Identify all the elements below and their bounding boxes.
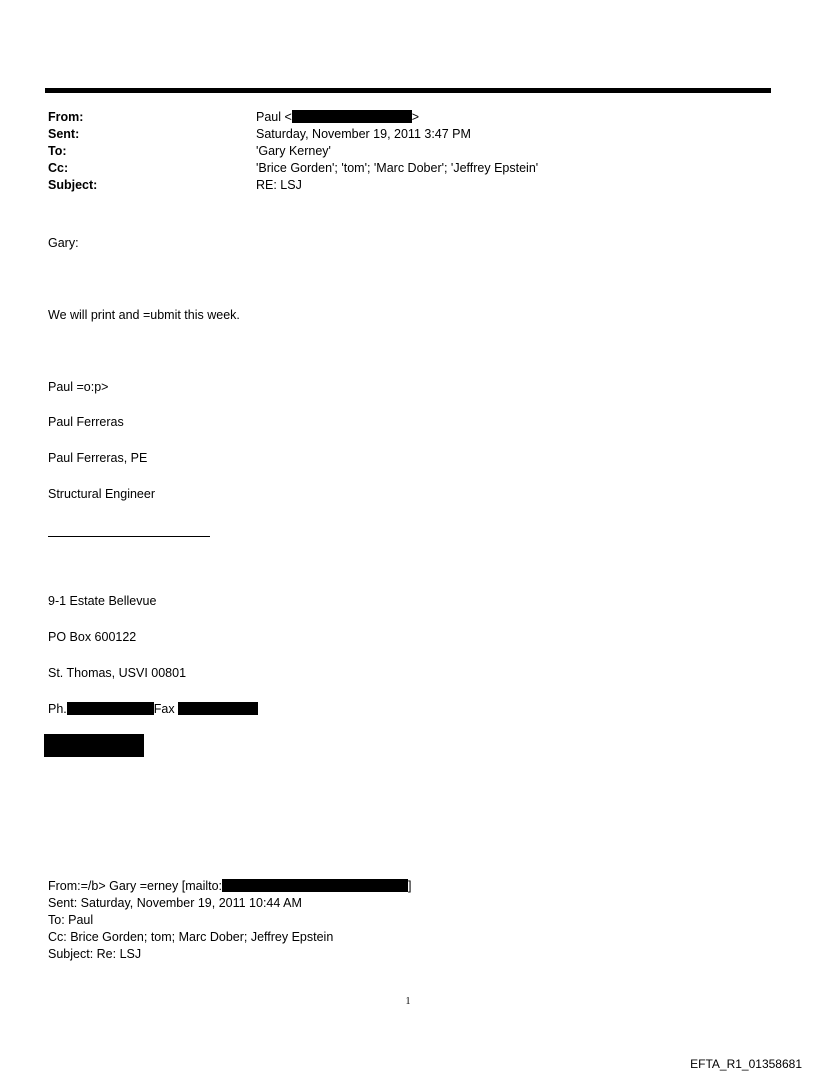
to-value: 'Gary Kerney' — [256, 144, 331, 158]
to-label: To: — [48, 144, 67, 158]
redaction-bar — [222, 879, 408, 892]
quoted-subject-line: Subject: Re: LSJ — [48, 947, 142, 961]
address-line-1: 9-1 Estate Bellevue — [48, 594, 157, 608]
greeting: Gary: — [48, 236, 79, 250]
redaction-block — [44, 734, 144, 757]
from-name: Paul < — [256, 110, 292, 124]
cc-label: Cc: — [48, 161, 69, 175]
from-label: From: — [48, 110, 84, 124]
sent-value: Saturday, November 19, 2011 3:47 PM — [256, 127, 471, 141]
signature-role: Structural Engineer — [48, 487, 156, 501]
header-rule — [45, 88, 771, 93]
quoted-from-bracket: ] — [408, 879, 412, 893]
subject-value: RE: LSJ — [256, 178, 302, 192]
quoted-sent-line: Sent: Saturday, November 19, 2011 10:44 AM — [48, 896, 302, 910]
redaction-bar — [178, 702, 258, 715]
redaction-bar — [67, 702, 154, 715]
signature-name-title: Paul Ferreras, PE — [48, 451, 148, 465]
subject-label: Subject: — [48, 178, 98, 192]
signature-divider — [48, 536, 210, 537]
quoted-from-line — [48, 878, 412, 894]
message-text: We will print and =ubmit this week. — [48, 308, 240, 322]
redaction-bar — [292, 110, 412, 123]
page-number: 1 — [405, 996, 411, 1007]
signature-short: Paul =o:p> — [48, 380, 109, 394]
quoted-from-text: From:=/b> Gary =erney [mailto: — [48, 879, 223, 893]
document-id: EFTA_R1_01358681 — [690, 1057, 802, 1071]
from-value — [256, 109, 419, 125]
fax-label: Fax — [153, 702, 175, 716]
address-line-3: St. Thomas, USVI 00801 — [48, 666, 187, 680]
cc-value: 'Brice Gorden'; 'tom'; 'Marc Dober'; 'Jeffrey Epstein' — [256, 161, 539, 175]
signature-name: Paul Ferreras — [48, 415, 124, 429]
phone-label: Ph. — [48, 702, 67, 716]
address-line-2: PO Box 600122 — [48, 630, 137, 644]
from-bracket: > — [411, 110, 420, 124]
phone-fax-line — [48, 701, 258, 717]
quoted-cc-line: Cc: Brice Gorden; tom; Marc Dober; Jeffrey Epstein — [48, 930, 334, 944]
quoted-to-line: To: Paul — [48, 913, 94, 927]
sent-label: Sent: — [48, 127, 80, 141]
